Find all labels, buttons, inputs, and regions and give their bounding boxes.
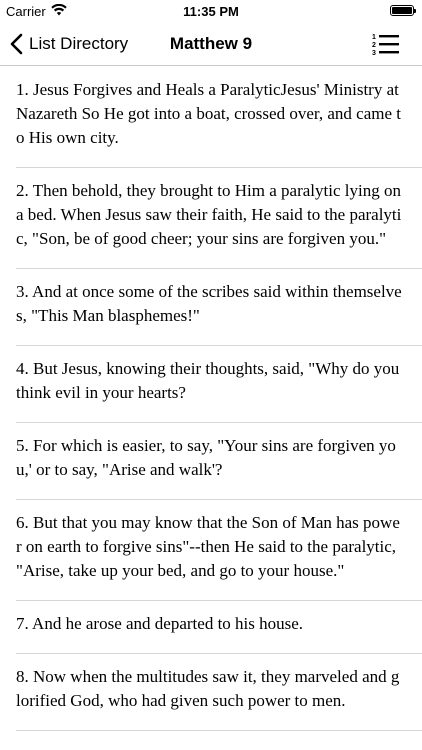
battery-icon <box>390 5 414 16</box>
verse-item[interactable]: 5. For which is easier, to say, "Your sins are forgiven you,' or to say, "Arise and walk'? <box>0 423 422 500</box>
verse-item[interactable]: 2. Then behold, they brought to Him a paralytic lying on a bed. When Jesus saw their faith, He said to the paralytic, "Son, be of good cheer; your sins are forgiven you." <box>0 168 422 269</box>
back-button-label: List Directory <box>29 34 129 53</box>
chapter-list-button[interactable] <box>370 30 402 58</box>
navigation-bar <box>0 22 422 66</box>
verse-item[interactable]: 1. Jesus Forgives and Heals a ParalyticJesus' Ministry at Nazareth So He got into a boat, crossed over, and came to His own city. <box>0 67 422 168</box>
page-title: Matthew 9 <box>169 34 253 53</box>
status-time: 11:35 PM <box>183 4 239 19</box>
chevron-left-icon <box>10 33 23 55</box>
battery-level <box>392 7 412 14</box>
svg-text:2: 2 <box>372 42 376 49</box>
svg-text:3: 3 <box>372 50 376 56</box>
verse-item[interactable]: 3. And at once some of the scribes said within themselves, "This Man blasphemes!" <box>0 269 422 346</box>
verse-item[interactable]: 7. And he arose and departed to his house. <box>0 601 422 654</box>
numbered-list-icon <box>372 32 400 56</box>
back-button[interactable] <box>10 30 128 58</box>
verse-item[interactable]: 8. Now when the multitudes saw it, they marveled and glorified God, who had given such power to men. <box>0 654 422 731</box>
status-bar <box>0 0 422 22</box>
verse-list <box>0 67 422 750</box>
verse-item[interactable]: 6. But that you may know that the Son of Man has power on earth to forgive sins"--then He said to the paralytic, "Arise, take up your bed, and go to your house." <box>0 500 422 601</box>
carrier-label: Carrier <box>6 4 46 19</box>
verse-item[interactable]: 4. But Jesus, knowing their thoughts, said, "Why do you think evil in your hearts? <box>0 346 422 423</box>
svg-text:1: 1 <box>372 34 376 41</box>
